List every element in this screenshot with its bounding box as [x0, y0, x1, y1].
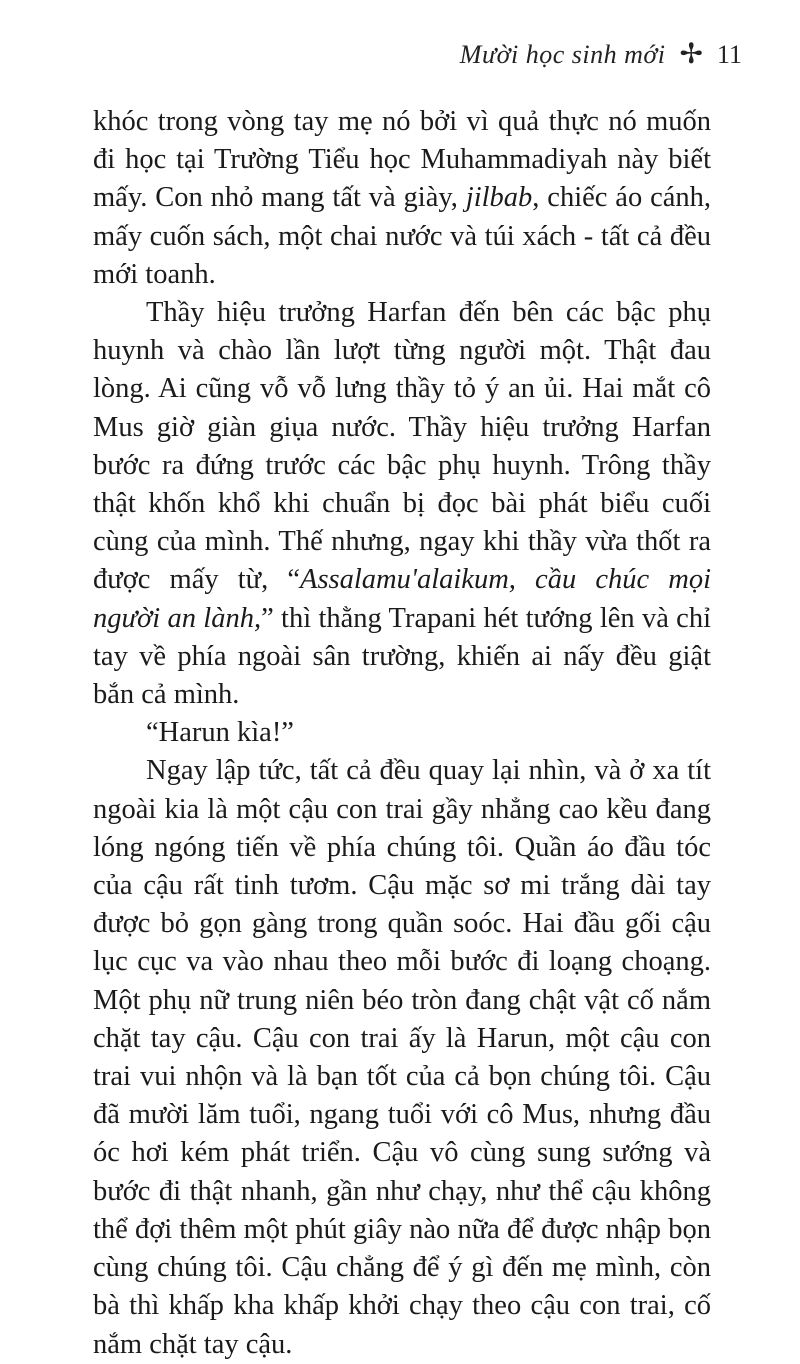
- chapter-title: Mười học sinh mới: [459, 40, 666, 69]
- paragraph: Ngay lập tức, tất cả đều quay lại nhìn, và ở xa tít ngoài kia là một cậu con trai gầy nhẳng cao kều đang lóng ngóng tiến về phía chúng tôi. Quần áo đầu tóc của cậu rất tinh tươm. Cậu mặc sơ mi trắng dài tay được bỏ gọn gàng trong quần soóc. Hai đầu gối cậu lục cục va vào nhau theo mỗi bước đi loạng choạng. Một phụ nữ trung niên béo tròn đang chật vật cố nắm chặt tay cậu. Cậu con trai ấy là Harun, một cậu con trai vui nhộn và là bạn tốt của cả bọn chúng tôi. Cậu đã mười lăm tuổi, ngang tuổi với cô Mus, nhưng đầu óc hơi kém phát triển. Cậu vô cùng sung sướng và bước đi thật nhanh, gần như chạy, như thể cậu không thể đợi thêm một phút giây nào nữa để được nhập bọn cùng chúng tôi. Cậu chẳng để ý gì đến mẹ mình, còn bà thì khấp kha khấp khởi chạy theo cậu con trai, cố nắm chặt tay cậu.: [93, 755, 711, 1360]
- italic-term: jilbab: [465, 182, 533, 214]
- dialogue-line: “Harun kìa!”: [146, 717, 294, 749]
- paragraph-text: Thầy hiệu trưởng Harfan đến bên các bậc phụ huynh và chào lần lượt từng người một. Thật đau lòng. Ai cũng vỗ vỗ lưng thầy tỏ ý an ủi. Hai mắt cô Mus giờ giàn giụa nước. Thầy hiệu trưởng Harfan bước ra đứng trước các bậc phụ huynh. Trông thầy thật khốn khổ khi chuẩn bị đọc bài phát biểu cuối cùng của mình. Thế nhưng, ngay khi thầy vừa thốt ra được mấy từ, “: [93, 297, 711, 596]
- running-header: [460, 40, 742, 70]
- paragraph-text: ” thì thằng Trapani hét tướng lên và chỉ tay về phía ngoài sân trường, khiến ai nấy đều giật bắn cả mình.: [93, 602, 711, 711]
- paragraph-text: khóc trong vòng tay mẹ nó bởi vì quả thực nó muốn đi học tại Trường Tiểu học Muhammadiyah này biết mấy. Con nhỏ mang tất và giày,: [93, 106, 711, 214]
- italic-quote: Assalamu'alaikum, cầu chúc mọi người an lành,: [93, 564, 712, 634]
- page-number: 11: [716, 40, 742, 69]
- paragraph: [93, 294, 711, 714]
- ornament-icon: ✢: [679, 39, 703, 70]
- paragraph-text: , chiếc áo cánh, mấy cuốn sách, một chai nước và túi xách - tất cả đều mới toanh.: [93, 182, 711, 290]
- body-text: [93, 103, 711, 1364]
- paragraph-continued: [93, 103, 711, 294]
